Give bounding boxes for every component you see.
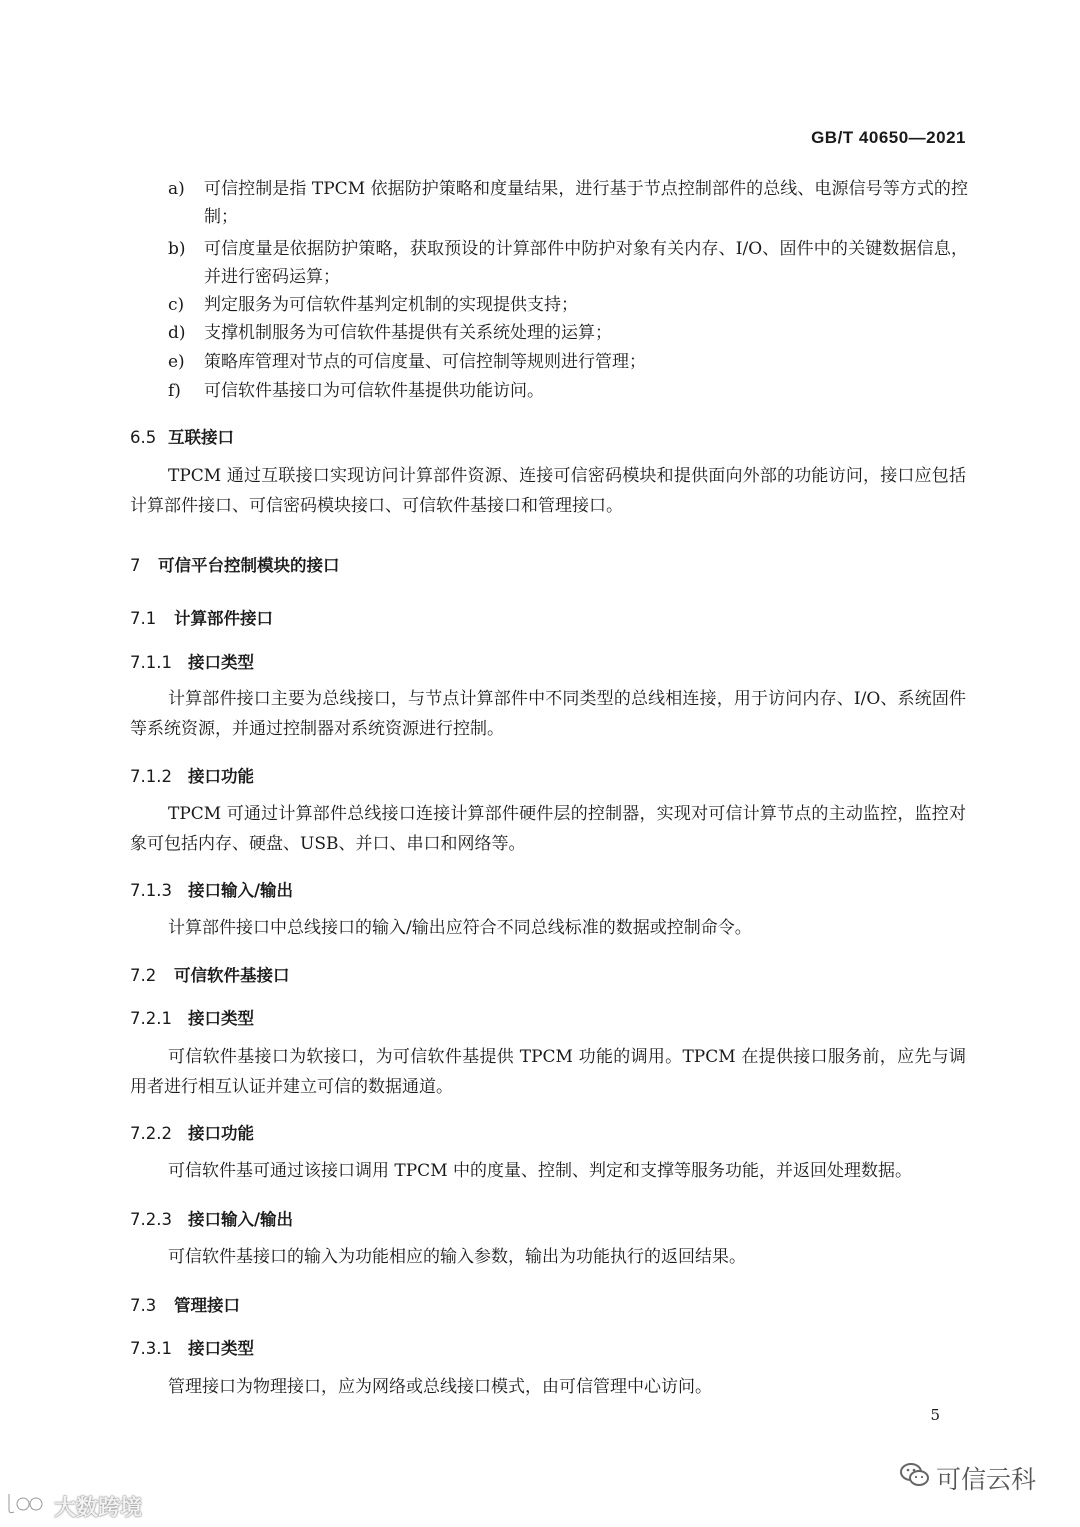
section-title: 互联接口 [168,428,234,447]
section-title: 可信平台控制模块的接口 [158,556,340,575]
section-heading-7-2-1 [130,1005,254,1029]
section-heading-7-1-1 [130,649,254,673]
watermark-left [6,1490,142,1522]
section-heading-7-1-2 [130,763,254,787]
list-item-d [168,319,968,347]
section-title: 计算部件接口 [174,609,273,628]
section-heading-7-1-3 [130,877,293,901]
section-body-6-5: TPCM 通过互联接口实现访问计算部件资源、连接可信密码模块和提供面向外部的功能访问，接口应包括计算部件接口、可信密码模块接口、可信软件基接口和管理接口。 [130,466,966,516]
section-number: 7.2.1 [130,1009,172,1028]
section-title: 可信软件基接口 [174,966,290,985]
list-item-b [168,235,968,291]
list-marker: f) [168,381,181,401]
list-text: 可信控制是指 TPCM 依据防护策略和度量结果，进行基于节点控制部件的总线、电源信号等方式的控制； [204,179,968,227]
section-title: 管理接口 [174,1296,240,1315]
section-body-7-2-1: 可信软件基接口为软接口，为可信软件基提供 TPCM 功能的调用。TPCM 在提供接口服务前，应先与调用者进行相互认证并建立可信的数据通道。 [130,1047,966,1097]
section-title: 接口类型 [188,1009,254,1028]
list-item-f [168,377,968,405]
list-text: 可信软件基接口为可信软件基提供功能访问。 [204,381,544,401]
list-marker: a) [168,179,185,199]
section-number: 6.5 [130,428,157,447]
wechat-icon [900,1462,930,1494]
watermark-right-text: 可信云科 [936,1465,1037,1494]
page-number: 5 [930,1406,940,1424]
section-number: 7.3.1 [130,1339,172,1358]
standard-number: GB/T 40650—2021 [811,128,966,147]
section-number: 7.2.3 [130,1210,172,1229]
section-body-7-2-3: 可信软件基接口的输入为功能相应的输入参数，输出为功能执行的返回结果。 [168,1247,746,1267]
section-heading-7-2 [130,962,290,986]
section-body-7-3-1: 管理接口为物理接口，应为网络或总线接口模式，由可信管理中心访问。 [168,1377,712,1397]
list-text: 策略库管理对节点的可信度量、可信控制等规则进行管理； [204,352,646,372]
section-number: 7.2.2 [130,1124,172,1143]
watermark-right [900,1460,1036,1496]
section-body-7-1-1: 计算部件接口主要为总线接口，与节点计算部件中不同类型的总线相连接，用于访问内存、I/O、系统固件等系统资源，并通过控制器对系统资源进行控制。 [130,689,966,739]
list-marker: c) [168,295,185,315]
list-marker: b) [168,239,186,259]
list-item-e [168,348,968,376]
section-heading-7-3 [130,1292,240,1316]
section-title: 接口功能 [188,1124,254,1143]
brand-logo-icon [6,1490,50,1522]
section-title: 接口输入/输出 [188,881,294,900]
list-item-c [168,291,968,319]
list-text: 判定服务为可信软件基判定机制的实现提供支持； [204,295,578,315]
section-heading-6-5 [130,424,234,448]
section-number: 7.3 [130,1296,157,1315]
list-marker: e) [168,352,185,372]
section-title: 接口功能 [188,767,254,786]
section-heading-7-2-3 [130,1206,293,1230]
section-number: 7 [130,556,141,575]
list-item-a [168,175,968,231]
section-title: 接口输入/输出 [188,1210,294,1229]
section-heading-7-1 [130,605,273,629]
list-text: 支撑机制服务为可信软件基提供有关系统处理的运算； [204,323,612,343]
section-body-7-1-2: TPCM 可通过计算部件总线接口连接计算部件硬件层的控制器，实现对可信计算节点的主动监控，监控对象可包括内存、硬盘、USB、并口、串口和网络等。 [130,804,966,854]
section-body-7-1-3: 计算部件接口中总线接口的输入/输出应符合不同总线标准的数据或控制命令。 [168,918,752,938]
section-number: 7.1 [130,609,157,628]
watermark-left-text: 大数跨境 [54,1495,143,1521]
section-body-7-2-2: 可信软件基可通过该接口调用 TPCM 中的度量、控制、判定和支撑等服务功能，并返回处理数据。 [168,1161,912,1181]
section-number: 7.2 [130,966,157,985]
section-title: 接口类型 [188,653,254,672]
list-text: 可信度量是依据防护策略，获取预设的计算部件中防护对象有关内存、I/O、固件中的关键数据信息，并进行密码运算； [204,239,968,287]
section-heading-7-3-1 [130,1335,254,1359]
section-number: 7.1.3 [130,881,172,900]
section-heading-7-2-2 [130,1120,254,1144]
section-title: 接口类型 [188,1339,254,1358]
section-number: 7.1.1 [130,653,172,672]
section-number: 7.1.2 [130,767,172,786]
list-marker: d) [168,323,186,343]
section-heading-7 [130,552,340,576]
